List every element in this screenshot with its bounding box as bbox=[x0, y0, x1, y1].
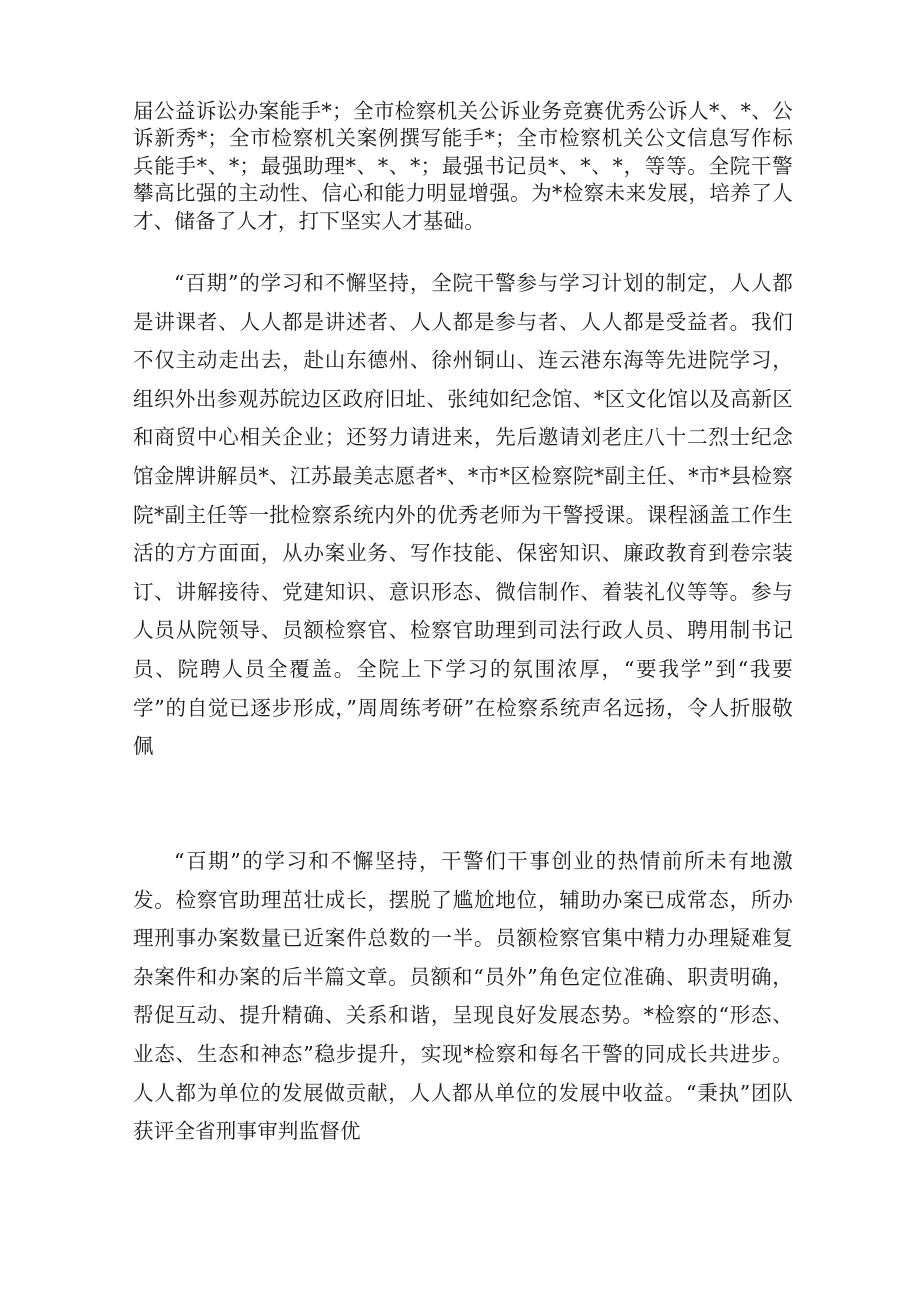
paragraph-talent-awards: 届公益诉讼办案能手*；全市检察机关公诉业务竞赛优秀公诉人*、*、公诉新秀*；全市检察机关案例撰写能手*；全市检察机关公文信息写作标兵能手*、*；最强助理*、*、*；最强书记员*、*、*，等等。全院干警攀高比强的主动性、信心和能力明显增强。为*检察未来发展，培养了人才、储备了人才，打下坚实人才基础。 bbox=[133, 99, 793, 233]
paragraph-staff-growth: “百期”的学习和不懈坚持，干警们干事创业的热情前所未有地激发。检察官助理茁壮成长，摆脱了尴尬地位，辅助办案已成常态，所办理刑事办案数量已近案件总数的一半。员额检察官集中精力办理疑难复杂案件和办案的后半篇文章。员额和“员外”角色定位准确、职责明确，帮促互动、提升精确、关系和谐，呈现良好发展态势。*检察的“形态、业态、生态和神态”稳步提升，实现*检察和每名干警的同成长共进步。人人都为单位的发展做贡献，人人都从单位的发展中收益。“秉执”团队获评全省刑事审判监督优 bbox=[133, 849, 793, 1144]
paragraph-learning-activities: “百期”的学习和不懈坚持，全院干警参与学习计划的制定，人人都是讲课者、人人都是讲述者、人人都是参与者、人人都是受益者。我们不仅主动走出去，赴山东德州、徐州铜山、连云港东海等先进院学习，组织外出参观苏皖边区政府旧址、张纯如纪念馆、*区文化馆以及高新区和商贸中心相关企业；还努力请进来，先后邀请刘老庄八十二烈士纪念馆金牌讲解员*、江苏最美志愿者*、*市*区检察院*副主任、*市*县检察院*副主任等一批检察系统内外的优秀老师为干警授课。课程涵盖工作生活的方方面面，从办案业务、写作技能、保密知识、廉政教育到卷宗装订、讲解接待、党建知识、意识形态、微信制作、着装礼仪等等。参与人员从院领导、员额检察官、检察官助理到司法行政人员、聘用制书记员、院聘人员全覆盖。全院上下学习的氛围浓厚，“要我学”到“我要学”的自觉已逐步形成，”周周练考研”在检察系统声名远扬，令人折服敬佩 bbox=[133, 271, 793, 759]
